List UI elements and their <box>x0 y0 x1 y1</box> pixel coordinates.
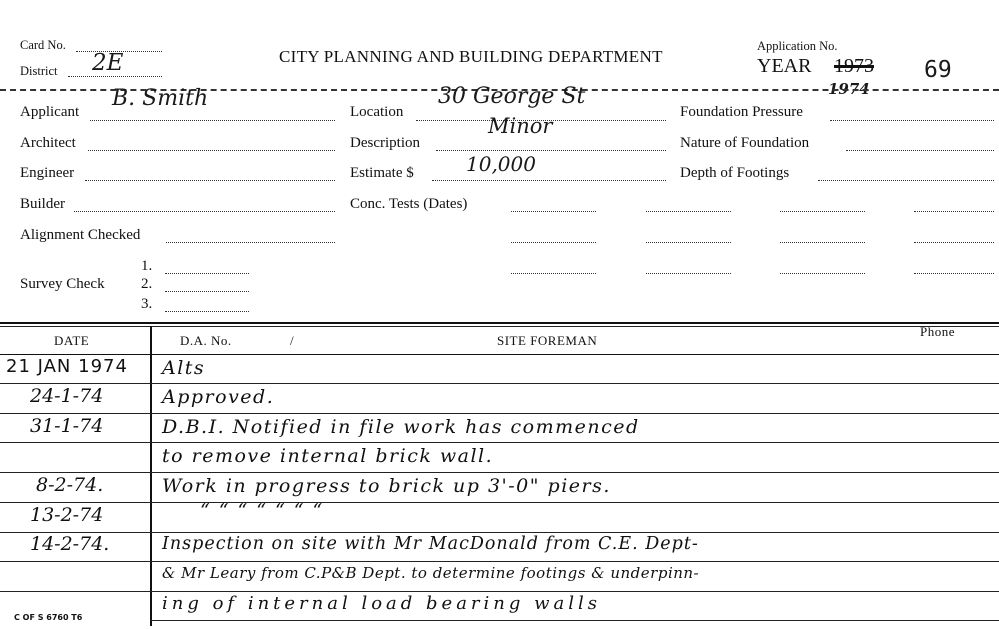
conc-test-field <box>914 273 994 274</box>
conc-tests-label: Conc. Tests (Dates) <box>350 196 468 212</box>
log-entry: ing of internal load bearing walls <box>162 593 602 614</box>
estimate-label: Estimate $ <box>350 165 414 181</box>
da-no-column-header: D.A. No. <box>180 333 232 348</box>
survey-item-2: 2. <box>141 276 153 292</box>
applicant-value: B. Smith <box>112 86 209 111</box>
conc-test-field <box>914 242 994 243</box>
conc-test-field <box>914 211 994 212</box>
location-value: 30 George St <box>438 84 586 109</box>
description-field <box>436 150 666 151</box>
estimate-value: 10,000 <box>466 152 536 176</box>
card-no-label: Card No. <box>20 38 66 52</box>
conc-test-field <box>780 242 865 243</box>
year-label: YEAR <box>757 55 812 77</box>
log-entry: Approved. <box>162 386 275 408</box>
conc-test-field <box>511 273 596 274</box>
conc-test-field <box>646 242 731 243</box>
log-entry: Inspection on site with Mr MacDonald from C.E. Dept- <box>162 534 699 554</box>
log-date: 13-2-74 <box>30 504 104 526</box>
log-entry: Alts <box>162 357 206 379</box>
survey-field-2 <box>165 291 249 292</box>
log-row-line <box>0 591 999 592</box>
log-date: 8-2-74. <box>36 474 104 496</box>
applicant-label: Applicant <box>20 104 80 120</box>
description-value: Minor <box>488 114 553 138</box>
district-value: 2E <box>92 50 124 76</box>
year-struck: 1973 <box>834 55 874 77</box>
survey-item-1: 1. <box>141 258 153 274</box>
log-entry: D.B.I. Notified in file work has commenced <box>162 416 640 438</box>
log-entry: “ “ “ “ “ “ “ <box>200 500 324 522</box>
da-slash: / <box>290 333 295 348</box>
log-date: 14-2-74. <box>30 533 110 555</box>
log-row-line <box>0 502 999 503</box>
log-row-line <box>0 413 999 414</box>
conc-test-field <box>646 211 731 212</box>
date-column-header: DATE <box>54 333 90 348</box>
architect-field <box>88 150 335 151</box>
conc-test-field <box>511 211 596 212</box>
log-row-line <box>0 383 999 384</box>
log-top-border <box>0 322 999 324</box>
log-entry: & Mr Leary from C.P&B Dept. to determine footings & underpinn- <box>162 564 700 582</box>
nature-of-foundation-field <box>846 150 994 151</box>
architect-label: Architect <box>20 135 76 151</box>
conc-test-field <box>511 242 596 243</box>
log-row-line <box>0 442 999 443</box>
description-label: Description <box>350 135 420 151</box>
form-title: CITY PLANNING AND BUILDING DEPARTMENT <box>279 47 663 66</box>
conc-test-field <box>780 273 865 274</box>
depth-of-footings-field <box>818 180 994 181</box>
survey-field-3 <box>165 311 249 312</box>
foundation-pressure-label: Foundation Pressure <box>680 104 803 120</box>
log-header-underline <box>0 354 999 355</box>
engineer-field <box>85 180 335 181</box>
district-field <box>68 76 162 77</box>
year-value: 1974 <box>828 80 870 98</box>
builder-label: Builder <box>20 196 65 212</box>
log-row-line <box>0 561 999 562</box>
log-date: 31-1-74 <box>30 415 104 437</box>
log-date-stamp: 21 JAN 1974 <box>6 356 128 377</box>
phone-column-header: Phone <box>920 324 955 339</box>
location-label: Location <box>350 104 404 120</box>
applicant-field <box>90 120 335 121</box>
builder-field <box>74 211 335 212</box>
depth-of-footings-label: Depth of Footings <box>680 165 790 181</box>
log-row-line <box>150 620 999 621</box>
nature-of-foundation-label: Nature of Foundation <box>680 135 810 151</box>
date-column-divider <box>150 326 152 626</box>
survey-item-3: 3. <box>141 296 153 312</box>
application-number: 69 <box>924 57 952 83</box>
application-no-label: Application No. <box>757 39 838 53</box>
foundation-pressure-field <box>830 120 994 121</box>
site-foreman-column-header: SITE FOREMAN <box>497 333 598 348</box>
form-code: C OF S 6760 T6 <box>14 613 83 622</box>
survey-check-label: Survey Check <box>20 276 105 292</box>
estimate-field <box>432 180 666 181</box>
log-row-line <box>0 472 999 473</box>
conc-test-field <box>646 273 731 274</box>
conc-test-field <box>780 211 865 212</box>
alignment-label: Alignment Checked <box>20 227 141 243</box>
log-entry: Work in progress to brick up 3'-0" piers. <box>162 475 611 497</box>
log-entry: to remove internal brick wall. <box>162 445 494 467</box>
district-label: District <box>20 64 58 78</box>
engineer-label: Engineer <box>20 165 75 181</box>
survey-field-1 <box>165 273 249 274</box>
log-row-line <box>0 532 999 533</box>
alignment-field <box>166 242 335 243</box>
log-date: 24-1-74 <box>30 385 104 407</box>
